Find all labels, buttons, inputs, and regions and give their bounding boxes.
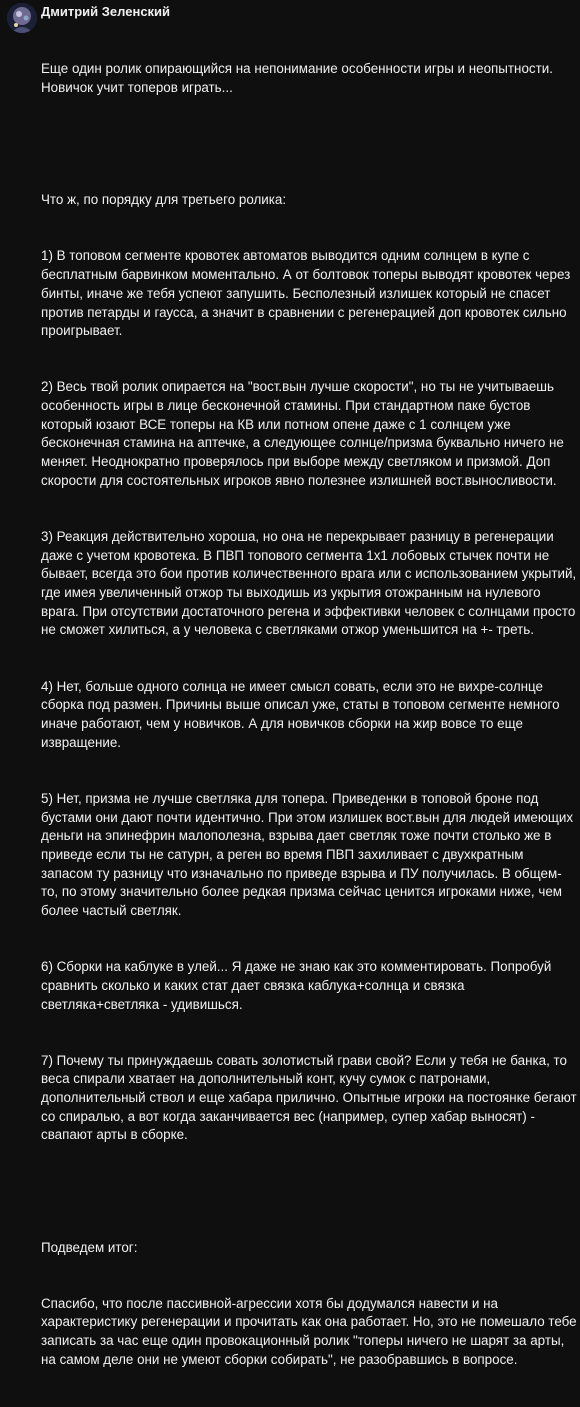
comment-point-3: 3) Реакция действительно хороша, но она не перекрывает разницу в регенерации даже с учетом кровотека. В ПВП топового сегмента 1х1 лобовых стычек почти не бывает, всегда это бои против количественного врага или с использованием укрытий, где имея увеличенный отжор ты выходишь из укрытия отожранным на нулевого врага. При отсутствии достаточного регена и эффективки человек с солнцами просто не сможет хилиться, а у человека с светляками отжор уменьшится на +- треть. — [41, 528, 580, 638]
comment-lead: Что ж, по порядку для третьего ролика: — [41, 192, 287, 208]
comment-point-2: 2) Весь твой ролик опирается на "вост.вын лучше скорости", но ты не учитываешь особенность игры в лице бесконечной стамины. При стандартном паке бустов который юзают ВСЕ топеры на КВ или потном опене даже с 1 солнцем уже бесконечная стамина на аптечке, а следующее солнце/призма буквально ничего не меняет. Неоднократно проверялось при выборе между светляком и призмой. Доп скорости для состоятельных игроков явно полезнее излишней вост.выносливости. — [41, 379, 568, 488]
blank-line — [41, 1183, 577, 1202]
summary-title: Подведем итог: — [41, 1239, 138, 1255]
comment-author[interactable]: Дмитрий Зеленский — [41, 4, 171, 19]
comment-point-1: 1) В топовом сегменте кровотек автоматов выводится одним солнцем в купе с бесплатным барвинком моментально. А от болтовок топеры выводят кровотек через бинты, иначе же тебя успеют запушить. Бесполезный излишек который не спасет против петарды и гаусса, а значит в сравнении с регенерацией доп кровотек сильно проигрывает. — [41, 248, 574, 339]
comment-point-4: 4) Нет, больше одного солнца не имеет смысл совать, если это не вихре-солнце сборка под размен. Причины выше описал уже, статы в топовом сегменте немного иначе работают, чем у новичков. А для новичков сборки на жир вовсе то еще извращение. — [41, 678, 564, 750]
comment-text — [41, 23, 580, 1407]
comment-intro: Еще один ролик опирающийся на непонимание особенности игры и неопытности. Новичок учит топеров играть... — [41, 61, 557, 96]
comment-point-7: 7) Почему ты принуждаешь совать золотистый грави свой? Если у тебя не банка, то веса спирали хватает на дополнительный конт, кучу сумок с патронами, дополнительный ствол и еще хабара прилично. Опытные игроки на постоянке бегают со спиралью, а вот когда заканчивается вес (например, супер хабар выносят) - свапают арты в сборке. — [41, 1052, 577, 1143]
comment-point-6: 6) Сборки на каблуке в улей... Я даже не знаю как это комментировать. Попробуй сравнить сколько и каких стат дает связка каблука+солнца и связка светляка+светляка - удивишься. — [41, 959, 556, 1012]
summary-text: Спасибо, что после пассивной-агрессии хотя бы додумался навести и на характеристику регенерации и прочитать как она работает. Но, это не помешало тебе записать за час еще один провокационный ролик "топеры ничего не шарят за арты, на самом деле они не умеют сборки собирать", не разобравшись в вопросе. — [41, 1295, 577, 1367]
comment-content — [41, 4, 580, 1407]
blank-line — [41, 135, 577, 154]
comment-point-5: 5) Нет, призма не лучше светляка для топера. Приведенки в топовой броне под бустами они дают почти идентично. При этом излишек вост.вын для людей имеющих деньги на эпинефрин малополезна, взрыва дает светляк тоже почти столько же в приведе если ты не сатурн, а реген во время ПВП захиливает с двухкратным запасом ту разницу что изначально по приведе взрыва и ПУ получилась. В общем-то, по этому значительно более редкая призма сейчас ценится игроками ниже, чем более частый светляк. — [41, 790, 577, 919]
avatar-icon[interactable] — [7, 3, 37, 33]
